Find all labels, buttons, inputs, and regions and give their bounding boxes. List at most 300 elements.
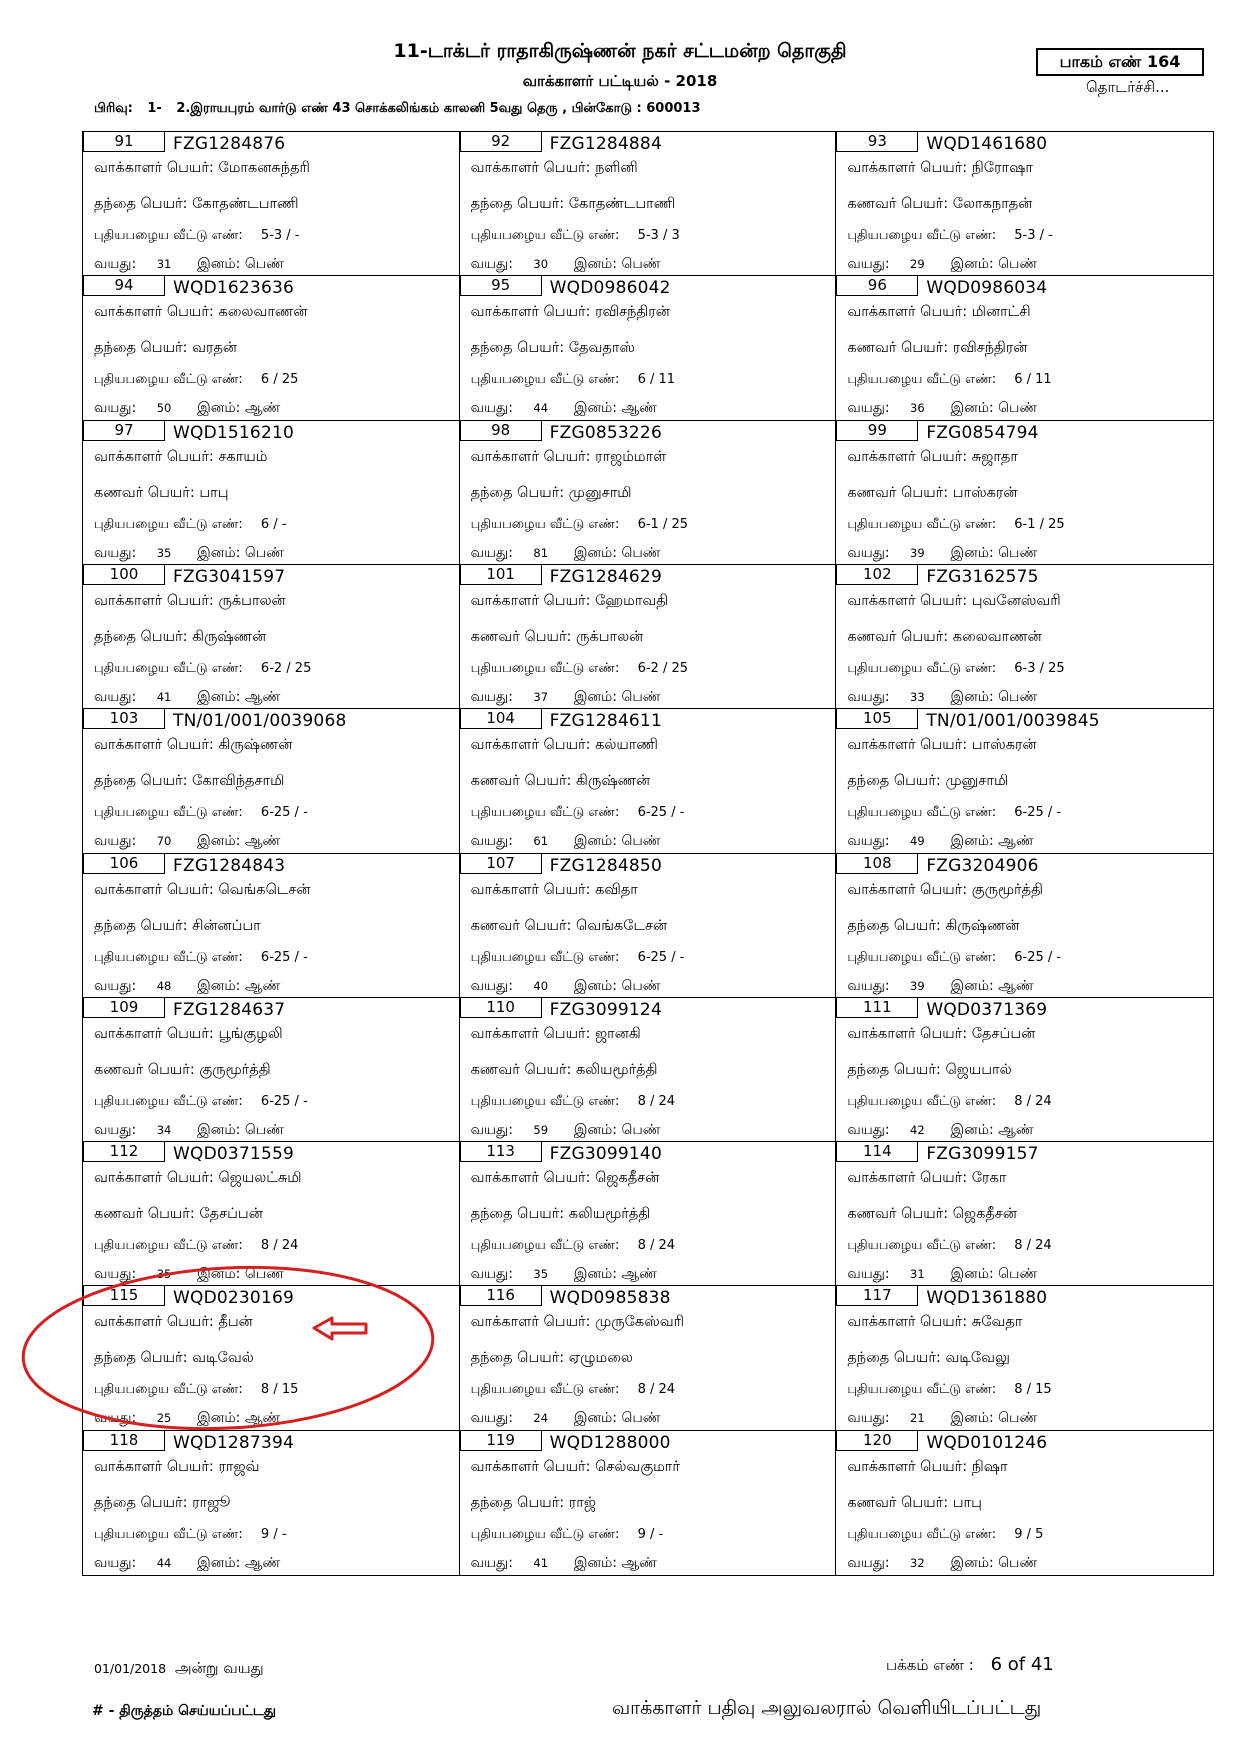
voter-name-label: வாக்காளர் பெயர்: (847, 304, 968, 321)
continued-label: தொடர்ச்சி... (1086, 78, 1170, 96)
age-gender-row (847, 400, 1037, 418)
serial-number: 106 (83, 854, 165, 874)
gender-value: ஆண் (244, 977, 281, 994)
voter-name-label: வாக்காளர் பெயர்: (94, 737, 214, 754)
age-value: 33 (910, 689, 925, 704)
serial-number: 105 (836, 709, 918, 729)
epic-number: FZG1284629 (549, 566, 662, 587)
house-number: 6 / 11 (637, 372, 676, 388)
voter-card (83, 1431, 460, 1575)
voter-name: ருக்பாலன் (218, 592, 286, 609)
age-gender-row (847, 1266, 1037, 1284)
age-value: 44 (533, 401, 549, 416)
voter-name-row (94, 1459, 259, 1477)
voter-card (460, 709, 837, 853)
gender-label: இனம்: (197, 977, 241, 994)
house-number: 9 / 5 (1014, 1526, 1044, 1542)
age-label: வயது: (470, 400, 513, 417)
epic-number: WQD0101246 (926, 1432, 1048, 1453)
house-row (94, 1527, 287, 1543)
house-number: 8 / 24 (637, 1382, 676, 1398)
house-row (471, 1238, 675, 1254)
house-row (471, 661, 688, 677)
voter-name-label: வாக்காளர் பெயர்: (847, 1314, 968, 1331)
relation-row (471, 918, 667, 936)
relative-name: ஜெயபால் (945, 1061, 1012, 1078)
age-label: வயது: (94, 1121, 137, 1138)
epic-number: WQD1288000 (549, 1432, 671, 1453)
relation-row (847, 1206, 1017, 1224)
age-label: வயது: (470, 1266, 513, 1283)
voter-name: பாஸ்கரன் (971, 737, 1037, 754)
gender-value: பெண் (621, 544, 661, 561)
house-label: புதியபழைய வீட்டு எண்: (94, 660, 243, 676)
epic-number: WQD1516210 (173, 422, 294, 443)
relation-label: தந்தை பெயர்: (470, 1350, 565, 1367)
serial-number: 109 (83, 998, 165, 1018)
voter-name-row (94, 304, 307, 322)
serial-number: 99 (836, 421, 918, 441)
voter-name-row (847, 304, 1030, 322)
voter-name: குருமூர்த்தி (971, 881, 1043, 898)
house-label: புதியபழைய வீட்டு எண்: (94, 228, 243, 243)
voter-name: கலைவாணன் (218, 304, 308, 321)
voter-name-label: வாக்காளர் பெயர்: (470, 304, 591, 321)
house-number: 6-2 / 25 (637, 660, 688, 676)
house-number: 6-25 / - (637, 949, 685, 965)
house-row (471, 372, 675, 388)
voter-card (83, 1286, 460, 1430)
gender-value: ஆண் (621, 1554, 657, 1571)
voter-name-row (471, 1459, 680, 1477)
gender-value: பெண் (621, 688, 661, 705)
relative-name: கிருஷ்ணன் (576, 773, 651, 790)
voter-card (836, 709, 1213, 853)
voter-name: கல்யாணி (595, 737, 658, 754)
age-value: 29 (910, 257, 925, 271)
house-label: புதியபழைய வீட்டு எண்: (470, 1093, 620, 1109)
age-label: வயது: (94, 1554, 137, 1571)
epic-number: TN/01/001/0039068 (173, 711, 347, 732)
house-label: புதியபழைய வீட்டு எண்: (94, 1238, 243, 1254)
age-label: வயது: (847, 544, 890, 561)
relation-row (94, 773, 284, 791)
epic-number: WQD0230169 (173, 1288, 294, 1309)
serial-number: 104 (460, 709, 542, 729)
relation-row (94, 1350, 254, 1368)
relation-label: கணவர் பெயர்: (470, 628, 572, 645)
gender-label: இனம்: (950, 688, 994, 705)
age-label: வயது: (94, 688, 137, 705)
relative-name: முனுசாமி (568, 484, 632, 501)
voter-name: ஜெயலட்சுமி (218, 1170, 302, 1187)
house-row (94, 805, 308, 821)
house-row (94, 1238, 298, 1254)
publisher-line: வாக்காளர் பதிவு அலுவலரால் வெளியிடப்பட்டது (612, 1697, 1042, 1719)
voter-card (836, 1142, 1213, 1286)
serial-number: 113 (460, 1142, 542, 1162)
age-label: வயது: (847, 256, 890, 272)
voter-card (836, 421, 1213, 565)
voter-name-row (94, 1314, 253, 1332)
relation-row (471, 196, 676, 214)
epic-number: WQD1361880 (926, 1288, 1048, 1309)
house-row (847, 1382, 1051, 1398)
age-gender-row (471, 833, 661, 851)
age-label: வயது: (470, 544, 513, 561)
relation-label: தந்தை பெயர்: (470, 340, 565, 357)
gender-value: பெண் (244, 1121, 284, 1138)
house-label: புதியபழைய வீட்டு எண்: (470, 1382, 620, 1398)
age-gender-row (471, 1266, 657, 1284)
gender-label: இனம்: (950, 1554, 994, 1571)
voter-card (836, 1431, 1213, 1575)
relation-label: தந்தை பெயர்: (94, 1350, 188, 1367)
section-detail: 2.இராயபுரம் வார்டு எண் 43 சொக்கலிங்கம் காலனி 5வது தெரு , பின்கோடு : 600013 (176, 101, 701, 116)
age-gender-row (471, 978, 661, 996)
relative-name: கிருஷ்ணன் (945, 917, 1020, 934)
age-gender-row (471, 689, 661, 707)
gender-value: ஆண் (621, 1266, 657, 1283)
age-gender-row (94, 1266, 284, 1284)
voter-name-label: வாக்காளர் பெயர்: (470, 1314, 591, 1331)
voter-name: நிஷா (971, 1458, 1008, 1475)
relation-row (847, 340, 1027, 358)
house-row (94, 1094, 308, 1110)
relation-label: தந்தை பெயர்: (470, 1206, 565, 1223)
house-number: 8 / 24 (637, 1238, 676, 1254)
relation-row (847, 485, 1017, 503)
voter-name: சுஜாதா (971, 448, 1018, 465)
gender-label: இனம்: (573, 1266, 618, 1283)
gender-label: இனம்: (197, 544, 241, 561)
voter-name-row (847, 1459, 1007, 1477)
voter-name-row (847, 449, 1018, 467)
gender-label: இனம்: (573, 1121, 618, 1138)
epic-number: FZG0854794 (926, 422, 1039, 443)
age-label: வயது: (470, 1121, 513, 1138)
age-gender-row (471, 1555, 657, 1573)
age-value: 42 (910, 1122, 925, 1137)
epic-number: WQD0371369 (926, 999, 1048, 1020)
voter-card (83, 132, 460, 276)
relation-row (471, 1062, 658, 1080)
voter-card (460, 132, 837, 276)
age-value: 41 (156, 689, 172, 704)
gender-label: இனம்: (950, 833, 994, 850)
epic-number: WQD0986034 (926, 278, 1048, 299)
relation-label: தந்தை பெயர்: (94, 917, 188, 934)
list-title: வாக்காளர் பட்டியல் - 2018 (522, 72, 718, 90)
epic-number: WQD1623636 (173, 278, 294, 299)
voter-name-row (94, 1026, 283, 1044)
house-number: 8 / 24 (637, 1093, 676, 1109)
relation-label: தந்தை பெயர்: (847, 917, 941, 934)
relative-name: பாபு (199, 484, 229, 501)
epic-number: FZG1284850 (549, 855, 662, 876)
voter-card (836, 132, 1213, 276)
relation-row (847, 773, 1008, 791)
relation-label: தந்தை பெயர்: (470, 1494, 565, 1511)
gender-label: இனம்: (197, 1121, 241, 1138)
voter-name-label: வாக்காளர் பெயர்: (470, 881, 591, 898)
serial-number: 97 (83, 421, 165, 441)
voter-card (836, 998, 1213, 1142)
house-number: 6 / 25 (260, 372, 299, 388)
voter-name-row (471, 304, 670, 322)
house-label: புதியபழைய வீட்டு எண்: (847, 1238, 997, 1254)
gender-value: பெண் (621, 256, 661, 272)
section-line (94, 101, 711, 117)
relation-row (94, 1062, 271, 1080)
age-gender-row (94, 978, 280, 996)
voter-card (460, 854, 837, 998)
age-gender-row (847, 545, 1037, 563)
age-label: வயது: (94, 256, 137, 272)
voter-name-row (471, 1026, 641, 1044)
age-value: 35 (156, 1267, 172, 1282)
age-value: 70 (156, 834, 172, 849)
house-number: 6-1 / 25 (1014, 516, 1065, 532)
epic-number: WQD0986042 (549, 278, 671, 299)
age-value: 61 (533, 834, 549, 849)
house-row (847, 517, 1064, 533)
epic-number: WQD1287394 (173, 1432, 294, 1453)
page-label: பக்கம் எண் : (886, 1656, 974, 1674)
serial-number: 103 (83, 709, 165, 729)
age-value: 24 (533, 1411, 549, 1426)
relative-name: கோதண்டபாணி (568, 196, 676, 212)
voter-name-label: வாக்காளர் பெயர்: (94, 1314, 214, 1331)
relation-row (847, 629, 1041, 647)
gender-label: இனம்: (197, 256, 241, 272)
house-number: 6-25 / - (260, 1093, 308, 1109)
gender-value: பெண் (998, 688, 1038, 705)
age-gender-row (471, 400, 657, 418)
gender-value: பெண் (998, 1266, 1038, 1283)
house-label: புதியபழைய வீட்டு எண்: (94, 1093, 243, 1109)
page-number (886, 1654, 1054, 1676)
serial-number: 115 (83, 1286, 165, 1306)
relative-name: கோவிந்தசாமி (192, 773, 285, 790)
age-gender-row (471, 545, 661, 563)
voter-card (83, 998, 460, 1142)
age-value: 35 (533, 1267, 549, 1282)
house-row (847, 1094, 1051, 1110)
voter-name-label: வாக்காளர் பெயர்: (847, 160, 968, 176)
gender-value: ஆண் (244, 1554, 281, 1571)
relative-name: ரவிசந்திரன் (952, 340, 1028, 357)
voter-name-label: வாக்காளர் பெயர்: (847, 737, 968, 754)
age-value: 48 (156, 978, 172, 993)
epic-number: FZG3099124 (549, 999, 662, 1020)
voter-name-row (847, 737, 1036, 755)
house-number: 5-3 / - (1014, 228, 1053, 243)
age-label: வயது: (847, 1266, 890, 1283)
house-label: புதியபழைய வீட்டு எண்: (94, 1382, 243, 1398)
age-gender-row (94, 400, 280, 418)
house-row (847, 805, 1061, 821)
serial-number: 118 (83, 1431, 165, 1451)
relation-row (471, 1206, 651, 1224)
house-label: புதியபழைய வீட்டு எண்: (847, 660, 997, 676)
house-label: புதியபழைய வீட்டு எண்: (847, 805, 997, 821)
relative-name: ஏழுமலை (568, 1350, 633, 1367)
house-number: 9 / - (637, 1526, 664, 1542)
relation-row (94, 918, 261, 936)
voter-name-row (471, 882, 638, 900)
house-row (847, 661, 1064, 677)
house-label: புதியபழைய வீட்டு எண்: (847, 372, 997, 388)
voter-name-label: வாக்காளர் பெயர்: (470, 592, 591, 609)
relation-row (847, 1062, 1011, 1080)
voter-name: கிருஷ்ணன் (218, 737, 293, 754)
relation-label: கணவர் பெயர்: (847, 484, 949, 501)
house-number: 6-1 / 25 (637, 516, 688, 532)
relation-label: கணவர் பெயர்: (94, 1061, 195, 1078)
house-row (94, 228, 300, 244)
house-label: புதியபழைய வீட்டு எண்: (847, 516, 997, 532)
age-value: 31 (156, 257, 172, 271)
age-gender-row (94, 1410, 280, 1428)
voter-card (83, 276, 460, 420)
reference-date-suffix: அன்று வயது (174, 1659, 264, 1677)
epic-number: FZG1284884 (549, 134, 662, 154)
voter-name: பூங்குழலி (218, 1025, 283, 1042)
relation-label: தந்தை பெயர்: (847, 1061, 941, 1078)
voter-name-label: வாக்காளர் பெயர்: (847, 881, 968, 898)
age-value: 31 (910, 1267, 925, 1282)
voter-card (83, 421, 460, 565)
house-number: 6 / - (260, 516, 287, 532)
relative-name: கலியமூர்த்தி (568, 1206, 651, 1223)
house-row (471, 805, 685, 821)
voter-name: ரவிசந்திரன் (595, 304, 670, 321)
relative-name: ராஜூ (192, 1494, 231, 1511)
house-label: புதியபழைய வீட்டு எண்: (847, 1526, 997, 1542)
age-value: 34 (156, 1122, 172, 1137)
voter-card (83, 565, 460, 709)
relation-label: தந்தை பெயர்: (94, 773, 188, 790)
age-label: வயது: (94, 544, 137, 561)
voter-name: சகாயம் (218, 448, 268, 465)
gender-label: இனம்: (573, 544, 618, 561)
voter-card (836, 276, 1213, 420)
house-row (471, 228, 680, 244)
serial-number: 114 (836, 1142, 918, 1162)
relative-name: ஜெகதீசன் (952, 1206, 1017, 1223)
voter-name-label: வாக்காளர் பெயர்: (94, 1458, 214, 1475)
age-value: 39 (910, 545, 925, 560)
age-gender-row (847, 1122, 1033, 1140)
house-number: 8 / 24 (1014, 1093, 1052, 1109)
house-number: 9 / - (260, 1526, 287, 1542)
age-value: 25 (156, 1411, 172, 1426)
age-label: வயது: (94, 1266, 137, 1283)
voter-name-row (94, 882, 311, 900)
serial-number: 101 (460, 565, 542, 585)
gender-label: இனம்: (950, 256, 994, 272)
house-label: புதியபழைய வீட்டு எண்: (470, 1238, 620, 1254)
voter-name-row (94, 1170, 302, 1188)
section-number: 1- (147, 101, 162, 116)
house-label: புதியபழைய வீட்டு எண்: (94, 372, 243, 388)
gender-value: ஆண் (998, 1121, 1034, 1138)
voter-name-label: வாக்காளர் பெயர்: (94, 304, 214, 321)
age-label: வயது: (847, 977, 890, 994)
part-number-box: பாகம் எண் 164 (1036, 48, 1204, 76)
relative-name: வரதன் (192, 340, 237, 357)
serial-number: 110 (460, 998, 542, 1018)
gender-value: பெண் (998, 1410, 1038, 1427)
house-number: 6-25 / - (260, 949, 308, 965)
relation-row (94, 196, 299, 214)
voter-name-label: வாக்காளர் பெயர்: (470, 1458, 591, 1475)
relation-label: தந்தை பெயர்: (94, 628, 188, 645)
serial-number: 107 (460, 854, 542, 874)
age-value: 39 (910, 978, 925, 993)
age-gender-row (847, 256, 1037, 274)
house-row (471, 1094, 675, 1110)
age-label: வயது: (470, 688, 513, 705)
gender-value: ஆண் (244, 688, 281, 705)
serial-number: 94 (83, 276, 165, 296)
age-value: 21 (910, 1411, 925, 1426)
voter-name-label: வாக்காளர் பெயர்: (470, 160, 591, 176)
house-number: 5-3 / - (260, 228, 300, 243)
gender-label: இனம்: (950, 977, 994, 994)
house-number: 6-25 / - (1014, 805, 1062, 821)
serial-number: 120 (836, 1431, 918, 1451)
voter-name: செல்வகுமார் (595, 1458, 680, 1475)
epic-number: WQD0985838 (549, 1288, 671, 1309)
relation-label: கணவர் பெயர்: (847, 196, 949, 212)
voter-name-row (471, 449, 667, 467)
serial-number: 112 (83, 1142, 165, 1162)
epic-number: WQD0371559 (173, 1144, 294, 1165)
age-label: வயது: (470, 1554, 513, 1571)
voter-name-label: வாக்காளர் பெயர்: (470, 448, 591, 465)
relation-row (471, 1495, 596, 1513)
house-label: புதியபழைய வீட்டு எண்: (470, 516, 620, 532)
relation-label: தந்தை பெயர்: (94, 340, 188, 357)
gender-value: பெண் (244, 256, 284, 272)
house-number: 6 / 11 (1014, 372, 1052, 388)
voter-name-row (471, 1170, 660, 1188)
voter-name: மினாட்சி (971, 304, 1031, 321)
house-number: 6-3 / 25 (1014, 660, 1065, 676)
voter-name: சுவேதா (971, 1314, 1023, 1331)
relative-name: லோகநாதன் (952, 196, 1033, 212)
voter-name-row (471, 593, 669, 611)
gender-value: பெண் (998, 256, 1038, 272)
voter-name-label: வாக்காளர் பெயர்: (847, 1025, 968, 1042)
voter-name-row (847, 1170, 1006, 1188)
age-as-on-date (94, 1659, 264, 1679)
voter-card (836, 854, 1213, 998)
relative-name: பாபு (952, 1494, 982, 1511)
house-number: 6-25 / - (1014, 949, 1062, 965)
age-label: வயது: (847, 1554, 890, 1571)
house-row (94, 950, 308, 966)
age-label: வயது: (847, 1121, 890, 1138)
gender-label: இனம்: (950, 1266, 994, 1283)
serial-number: 119 (460, 1431, 542, 1451)
gender-value: பெண் (621, 977, 661, 994)
gender-label: இனம்: (197, 1410, 241, 1427)
gender-label: இனம்: (197, 1554, 241, 1571)
voter-grid (82, 131, 1214, 1576)
